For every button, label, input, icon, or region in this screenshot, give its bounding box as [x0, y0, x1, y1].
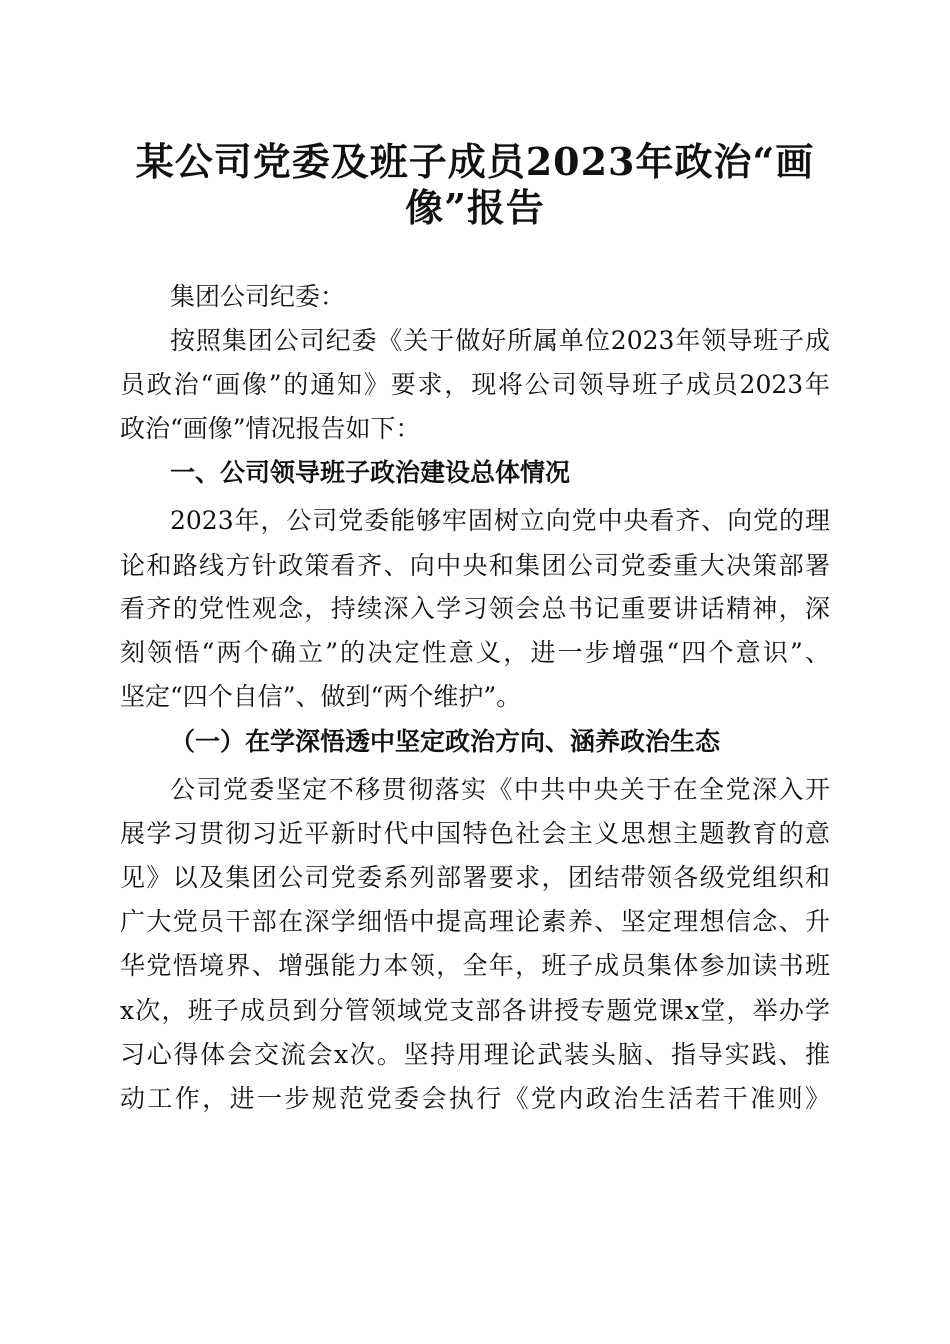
section-1-heading: 一、公司领导班子政治建设总体情况 [170, 458, 571, 487]
salutation: 集团公司纪委： [170, 282, 346, 311]
paragraph-3-line-7: 习心得体会交流会x次。坚持用理论武装头脑、指导实践、推 [120, 1040, 830, 1069]
paragraph-2-line-1: 2023年，公司党委能够牢固树立向党中央看齐、向党的理 [170, 506, 830, 535]
paragraph-2-line-4: 刻领悟“两个确立”的决定性意义，进一步增强“四个意识”、 [120, 638, 830, 667]
document-title-line-1: 某公司党委及班子成员2023年政治“画 [135, 139, 815, 184]
subsection-1-heading: （一）在学深悟透中坚定政治方向、涵养政治生态 [170, 727, 721, 756]
document-title-line-2: 像”报告 [405, 185, 545, 230]
paragraph-3-line-8: 动工作，进一步规范党委会执行《党内政治生活若干准则》 [120, 1084, 830, 1113]
paragraph-3-line-3: 见》以及集团公司党委系列部署要求，团结带领各级党组织和 [120, 863, 830, 892]
paragraph-3-line-4: 广大党员干部在深学细悟中提高理论素养、坚定理想信念、升 [120, 907, 830, 936]
paragraph-2-line-3: 看齐的党性观念，持续深入学习领会总书记重要讲话精神，深 [120, 594, 830, 623]
paragraph-3-line-5: 华党悟境界、增强能力本领，全年，班子成员集体参加读书班 [120, 951, 830, 980]
paragraph-1-line-3: 政治“画像”情况报告如下： [120, 414, 421, 443]
paragraph-1-line-1: 按照集团公司纪委《关于做好所属单位2023年领导班子成 [170, 326, 830, 355]
paragraph-3-line-2: 展学习贯彻习近平新时代中国特色社会主义思想主题教育的意 [120, 819, 830, 848]
paragraph-3-line-1: 公司党委坚定不移贯彻落实《中共中央关于在全党深入开 [170, 775, 830, 804]
paragraph-2-line-5: 坚定“四个自信”、做到“两个维护”。 [120, 682, 522, 711]
paragraph-1-line-2: 员政治“画像”的通知》要求，现将公司领导班子成员2023年 [120, 370, 830, 399]
paragraph-2-line-2: 论和路线方针政策看齐、向中央和集团公司党委重大决策部署 [120, 551, 830, 580]
paragraph-3-line-6: x次，班子成员到分管领域党支部各讲授专题党课x堂，举办学 [120, 996, 830, 1025]
